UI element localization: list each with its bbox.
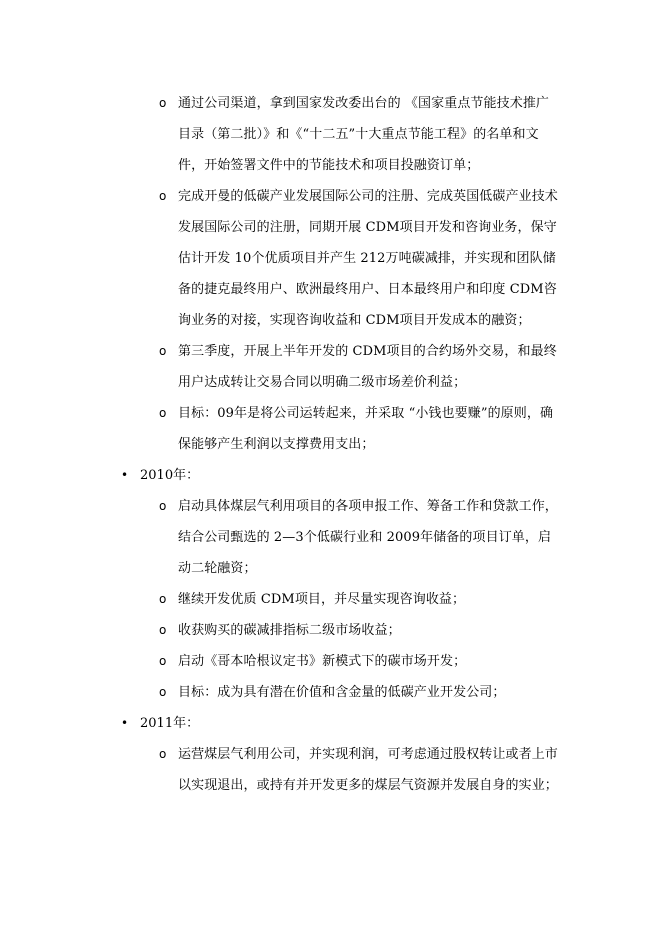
list-item-text: 启动具体煤层气利用项目的各项申报工作、筹备工作和贷款工作，结合公司甄选的 2—3个低碳行业和 2009年储备的项目订单，启动二轮融资； [178, 499, 558, 576]
list-item-text: 目标：成为具有潜在价值和含金量的低碳产业开发公司； [178, 685, 506, 700]
bullet-circle-icon: o [159, 592, 167, 606]
list-item-2009-1 [159, 88, 558, 181]
bullet-dot-icon: • [121, 716, 129, 730]
list-item-text: 继续开发优质 CDM项目，并尽量实现咨询收益； [178, 592, 466, 607]
year-heading-2011 [121, 708, 662, 739]
list-item-2009-3 [159, 336, 558, 398]
bullet-circle-icon: o [159, 623, 167, 637]
list-item-2010-3 [159, 615, 558, 646]
bullet-circle-icon: o [159, 685, 167, 699]
list-item-2010-1 [159, 491, 558, 584]
bullet-circle-icon: o [159, 747, 167, 761]
list-item-text: 运营煤层气利用公司，并实现利润，可考虑通过股权转让或者上市以实现退出，或持有并开发更多的煤层气资源并发展自身的实业； [178, 747, 558, 793]
list-item-2010-5 [159, 677, 558, 708]
list-item-text: 目标：09年是将公司运转起来，并采取 “小钱也要赚”的原则，确保能够产生利润以支撑费用支出； [178, 406, 554, 452]
list-item-2011-1 [159, 739, 558, 801]
bullet-dot-icon: • [121, 468, 129, 482]
year-heading-2010 [121, 460, 662, 491]
bullet-circle-icon: o [159, 189, 167, 203]
list-item-text: 通过公司渠道，拿到国家发改委出台的 《国家重点节能技术推广目录（第二批）》和《“十二五”十大重点节能工程》的名单和文件，开始签署文件中的节能技术和项目投融资订单； [178, 96, 550, 173]
list-item-text: 启动《哥本哈根议定书》新模式下的碳市场开发； [178, 654, 467, 669]
list-item-2010-2 [159, 584, 558, 615]
bullet-circle-icon: o [159, 499, 167, 513]
bullet-circle-icon: o [159, 406, 167, 420]
bullet-circle-icon: o [159, 654, 167, 668]
year-label: 2010年： [140, 468, 200, 483]
list-item-text: 完成开曼的低碳产业发展国际公司的注册、完成英国低碳产业技术发展国际公司的注册，同期开展 CDM项目开发和咨询业务，保守估计开发 10个优质项目并产生 212万吨碳减排，并实现和团队储备的捷克最终用户、欧洲最终用户、日本最终用户和印度 CDM咨询业务的对接，实现咨询收益和 CDM项目开发成本的融资； [178, 189, 558, 328]
list-item-text: 第三季度，开展上半年开发的 CDM项目的合约场外交易，和最终用户达成转让交易合同以明确二级市场差价利益； [178, 344, 557, 390]
bullet-circle-icon: o [159, 96, 167, 110]
list-item-2009-2 [159, 181, 558, 336]
year-label: 2011年： [140, 716, 200, 731]
list-item-2009-4 [159, 398, 558, 460]
plan-list [0, 88, 662, 801]
bullet-circle-icon: o [159, 344, 167, 358]
list-item-text: 收获购买的碳减排指标二级市场收益； [178, 623, 401, 638]
list-item-2010-4 [159, 646, 558, 677]
